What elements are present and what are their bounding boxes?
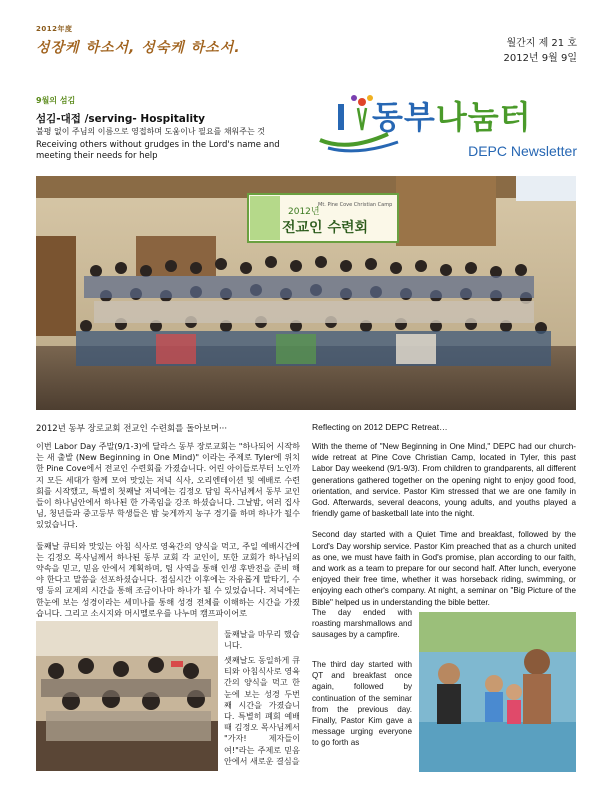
english-article-caption: Reflecting on 2012 DEPC Retreat… <box>312 422 448 432</box>
pool-photo-image <box>419 612 576 772</box>
english-paragraph-2-end: The day ended with roasting marshmallows and sausages by a campfire. <box>312 608 412 640</box>
annual-motto: 성장케 하소서, 성숙케 하소서. <box>36 40 241 56</box>
korean-article-body <box>36 441 300 629</box>
group-photo-image <box>36 176 576 410</box>
theme-korean: 불평 없이 주님의 이름으로 영접하며 도움이나 필요를 채워주는 것 <box>36 127 265 136</box>
korean-paragraph-2-end: 둘째날을 마무리 했습니다. <box>224 629 300 651</box>
issue-date: 2012년 9월 9일 <box>503 53 577 64</box>
banner-subtext: Mt. Pine Cove Christian Camp <box>318 202 393 208</box>
issue-number: 월간지 제 21 호 <box>506 38 577 49</box>
korean-article-caption: 2012년 동부 장로교회 전교인 수련회를 돌아보며··· <box>36 424 228 434</box>
logo-title-green: 나눔터 <box>435 98 532 136</box>
worship-photo <box>36 621 218 771</box>
english-article-body <box>312 441 576 618</box>
english-paragraph-2: Second day started with a Quiet Time and breakfast, followed by the Lord's Day worship service. Pastor Kim preached that as a church united as one, we must have faith in God's promise, plan according to our faith, and work as a team to prepare for our second half. After lunch, everyone enjoyed their free time, whether it was horseback riding, swimming, or enjoying each other's company. At night, a seminar on "Big Picture of the Bible" helped us in understanding the bible better. <box>312 530 576 607</box>
motto-year: 2012年度 <box>36 25 73 33</box>
korean-paragraph-3: 셋째날도 동일하게 큐티와 아침식사로 영육간의 양식을 먹고 한눈에 보는 성경 두번째 시간을 가졌습니다. 특별히 폐회 예배 때 김정오 목사님께서 "가자! 제자들이여!"라는 주제로 믿음 안에서 새로운 결심을 <box>224 655 300 766</box>
theme-title: 섬김-대접 /serving- Hospitality <box>36 113 205 125</box>
newsletter-subtitle: DEPC Newsletter <box>468 143 577 159</box>
english-paragraph-1: With the theme of "New Beginning in One Mind," DEPC had our church-wide retreat at Pine Cove Christian Camp, located in Tyler, this past Labor Day weekend (9/1-9/3). From children to grandparents, all different generations gathered together on the opening night to enjoy good food, orientation, and service. Pastor Kim stressed that we are one family in God. Afterwards, several deacons, young adults, and youths played a friendly game of basketball late into the night. <box>312 442 576 519</box>
group-photo <box>36 176 576 410</box>
english-paragraph-3: The third day started with QT and breakfast once again, followed by continuation of the seminar from the previous day. Finally, Pastor Kim gave a message urging everyone to go forth as <box>312 660 412 748</box>
korean-paragraph-2: 둘째날 큐티와 맛있는 아침 식사로 영육간의 양식을 먹고, 주일 예배시간에는 김정오 목사님께서 하나된 동부 교회 각 교인이, 또한 교회가 하나님의 약속을 믿고, 믿음 안에서 계획하며, 팀 사역을 통해 인생 후반전을 준비 해야 한다고 말씀을 선포하셨습니다. 점심시간 이후에는 자유롭게 말타기, 수영 등의 교제의 시간을 통해 조금이나마 하나가 될 수 있었습니다. 저녁에는 한눈에 보는 성경이라는 세미나를 통해 성경 전체를 이해하는 시간을 가졌습니다. 그리고 소시지와 머시멜로우를 나누며 캠프파이어로 <box>36 540 300 618</box>
logo-title-blue: 동부 <box>372 98 436 136</box>
theme-english: Receiving others without grudges in the Lord's name and meeting their needs for help <box>36 140 280 161</box>
banner-text: 전교인 수련회 <box>282 220 369 236</box>
logo-title <box>372 92 532 138</box>
crowd-bodies <box>76 276 551 366</box>
issue-info <box>503 36 577 66</box>
month-label: 9월의 섬김 <box>36 96 76 105</box>
worship-photo-image <box>36 621 218 771</box>
banner-year: 2012년 <box>288 207 320 217</box>
korean-paragraph-1: 이번 Labor Day 주말(9/1-3)에 달라스 동부 장로교회는 "하나되어 시작하는 새 출발 (New Beginning in One Mind)" 이라는 주제로 Tyler에 위치한 Pine Cove에서 전교인 수련회를 가졌습니다. 어린 아이들로부터 노인까지 모든 세대가 함께 모여 맛있는 저녁 식사, 오리엔테이션 및 예배로 수련회를 시작했고, 특별히 첫째날 저녁에는 김정오 담임 목사님께서 동부 교인들이 하나님안에서 하나된 한 가족임을 강조 하셨습니다. 그날밤, 여러 집사님, 청년들과 중고등부 학생들은 밤 늦게까지 농구 경기를 하며 하나가 될수 있었습니다. <box>36 441 300 530</box>
pool-photo <box>419 612 576 772</box>
